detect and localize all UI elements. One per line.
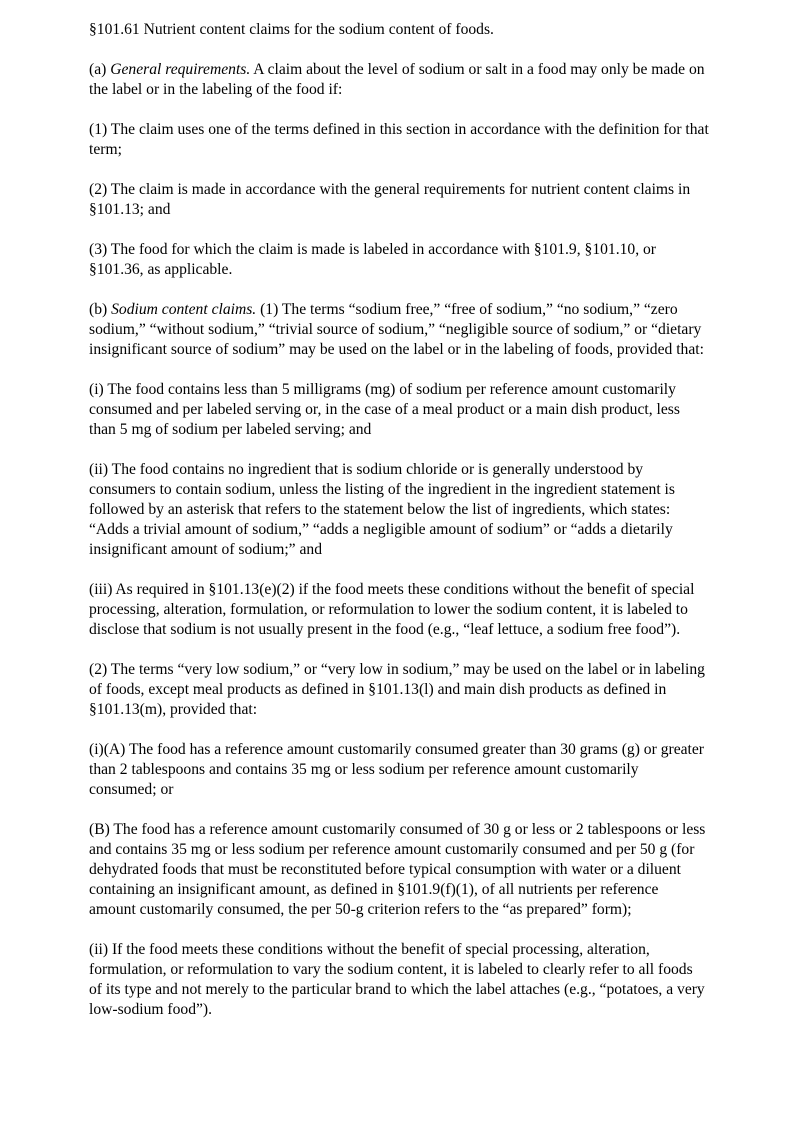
paragraph-lead: (a) [89, 61, 111, 78]
paragraph-b2-ii: (ii) If the food meets these conditions without the benefit of special processing, alteration, formulation, or reformulation to vary the sodium content, it is labeled to clearly refer to all foods of its type and not merely to the particular brand to which the label attaches (e.g., “potatoes, a very low-sodium food”). [89, 941, 705, 1018]
paragraph-b [89, 300, 709, 360]
paragraph-b1-iii: (iii) As required in §101.13(e)(2) if the food meets these conditions without the benefit of special processing, alteration, formulation, or reformulation to lower the sodium content, it is labeled to disclose that sodium is not usually present in the food (e.g., “leaf lettuce, a sodium free food”). [89, 581, 695, 638]
paragraph-lead: (b) [89, 301, 112, 318]
paragraph-b1-i: (i) The food contains less than 5 milligrams (mg) of sodium per reference amount customarily consumed and per labeled serving or, in the case of a meal product or a main dish product, less than 5 mg of sodium per labeled serving; and [89, 381, 680, 438]
section-heading: §101.61 Nutrient content claims for the sodium content of foods. [89, 21, 494, 38]
paragraph-text: (1) The terms “sodium free,” “free of sodium,” “no sodium,” “zero sodium,” “without sodium,” “trivial source of sodium,” “negligible source of sodium,” or “dietary insignificant source of sodium” may be used on the label or in the labeling of foods, provided that: [89, 301, 704, 358]
paragraph-text: A claim about the level of sodium or salt in a food may only be made on the label or in the labeling of the food if: [89, 61, 705, 98]
paragraph-b1-ii: (ii) The food contains no ingredient that is sodium chloride or is generally understood by consumers to contain sodium, unless the listing of the ingredient in the ingredient statement is followed by an asterisk that refers to the statement below the list of ingredients, which states: “Adds a trivial amount of sodium,” “adds a negligible amount of sodium” or “adds a dietarily insignificant amount of sodium;” and [89, 461, 675, 558]
paragraph-italic-heading: Sodium content claims. [111, 301, 257, 318]
paragraph-b2-i-b: (B) The food has a reference amount customarily consumed of 30 g or less or 2 tablespoons or less and contains 35 mg or less sodium per reference amount customarily consumed and per 50 g (for dehydrated foods that must be reconstituted before typical consumption with water or a diluent containing an insignificant amount, as defined in §101.9(f)(1), of all nutrients per reference amount customarily consumed, the per 50-g criterion refers to the “as prepared” form); [89, 821, 706, 918]
paragraph-italic-heading: General requirements. [110, 61, 251, 78]
paragraph-b2-i-a: (i)(A) The food has a reference amount customarily consumed greater than 30 grams (g) or greater than 2 tablespoons and contains 35 mg or less sodium per reference amount customarily consumed; or [89, 741, 704, 798]
paragraph-b2: (2) The terms “very low sodium,” or “very low in sodium,” may be used on the label or in labeling of foods, except meal products as defined in §101.13(l) and main dish products as defined in §101.13(m), provided that: [89, 661, 705, 718]
paragraph-a1: (1) The claim uses one of the terms defined in this section in accordance with the definition for that term; [89, 121, 709, 158]
paragraph-a2: (2) The claim is made in accordance with the general requirements for nutrient content claims in §101.13; and [89, 181, 691, 218]
paragraph-a [89, 60, 709, 100]
paragraph-a3: (3) The food for which the claim is made is labeled in accordance with §101.9, §101.10, or §101.36, as applicable. [89, 241, 656, 278]
document-page [89, 20, 709, 1040]
